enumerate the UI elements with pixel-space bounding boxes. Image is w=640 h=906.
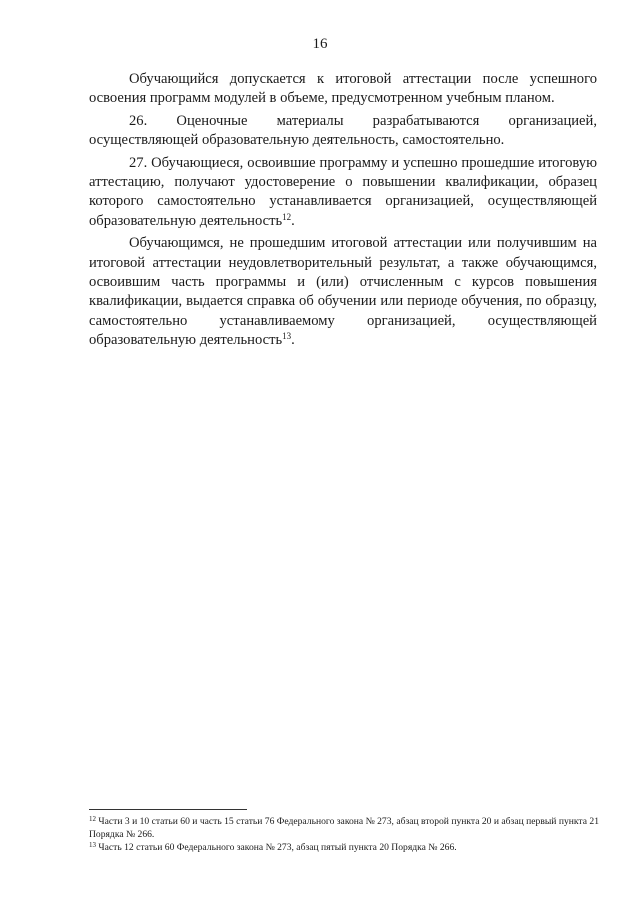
paragraph: [89, 154, 597, 232]
body-text: [89, 70, 597, 351]
paragraph-text: Обучающийся допускается к итоговой аттестации после успешного освоения программ модулей в объеме, предусмотренном учебным планом.: [89, 71, 597, 107]
paragraph: [89, 70, 597, 109]
footnote-reference: 13: [282, 331, 292, 342]
paragraph-end: .: [291, 212, 295, 229]
paragraph-text: Обучающимся, не прошедшим итоговой аттестации или получившим на итоговой аттестации неудовлетворительный результат, а также обучающимся, освоившим часть программы и (или) отчисленным с курсов повышения квалификации, выдается справка об обучении или периоде обучения, по образцу, самостоятельно устанавливаемому организацией, осуществляющей образовательную деятельность: [89, 235, 597, 349]
footnote: [89, 841, 599, 854]
paragraph-text: 26. Оценочные материалы разрабатываются организацией, осуществляющей образовательную деятельность, самостоятельно.: [89, 112, 597, 149]
footnotes: [89, 815, 599, 854]
footnote-text: Части 3 и 10 статьи 60 и часть 15 статьи 76 Федерального закона № 273, абзац второй пункта 20 и абзац первый пункта 21 Порядка № 266.: [89, 816, 599, 840]
footnote-text: Часть 12 статьи 60 Федерального закона № 273, абзац пятый пункта 20 Порядка № 266.: [98, 842, 457, 853]
page-number: 16: [312, 36, 328, 52]
paragraph-end: .: [291, 332, 295, 349]
footnote-reference: 12: [282, 211, 292, 222]
paragraph-text: 27. Обучающиеся, освоившие программу и успешно прошедшие итоговую аттестацию, получают удостоверение о повышении квалификации, образец которого самостоятельно устанавливается организацией, осуществляющей образовательную деятельность: [89, 154, 597, 229]
footnote-divider: [89, 809, 247, 810]
footnote-mark: 12: [89, 815, 96, 823]
paragraph: [89, 112, 597, 151]
paragraph: [89, 234, 597, 350]
footnote: [89, 815, 599, 841]
footnote-mark: 13: [89, 841, 96, 849]
